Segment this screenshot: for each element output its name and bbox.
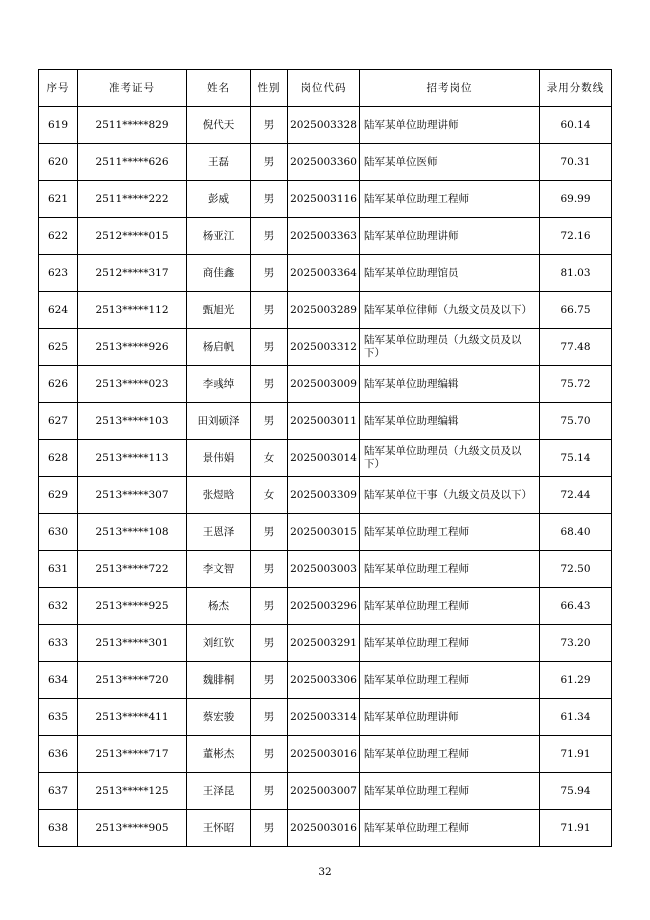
cell-col-gender: 男 bbox=[251, 181, 288, 218]
cell-col-name: 张煜晗 bbox=[187, 477, 251, 514]
cell-col-post: 陆军某单位助理员（九级文员及以下） bbox=[360, 440, 540, 477]
cell-col-seq: 637 bbox=[39, 773, 78, 810]
cell-col-exam-id: 2513*****023 bbox=[78, 366, 187, 403]
cell-col-post: 陆军某单位助理工程师 bbox=[360, 662, 540, 699]
cell-col-post-code: 2025003306 bbox=[288, 662, 360, 699]
cell-col-gender: 女 bbox=[251, 440, 288, 477]
cell-col-seq: 635 bbox=[39, 699, 78, 736]
cell-col-score: 77.48 bbox=[540, 329, 612, 366]
cell-col-gender: 男 bbox=[251, 255, 288, 292]
header-col-post: 招考岗位 bbox=[360, 70, 540, 107]
cell-col-post: 陆军某单位助理工程师 bbox=[360, 514, 540, 551]
table-row bbox=[39, 144, 612, 181]
cell-col-seq: 638 bbox=[39, 810, 78, 847]
cell-col-exam-id: 2513*****103 bbox=[78, 403, 187, 440]
cell-col-name: 刘红钦 bbox=[187, 625, 251, 662]
cell-col-post: 陆军某单位医师 bbox=[360, 144, 540, 181]
cell-col-score: 60.14 bbox=[540, 107, 612, 144]
cell-col-score: 66.75 bbox=[540, 292, 612, 329]
cell-col-exam-id: 2511*****626 bbox=[78, 144, 187, 181]
cell-col-name: 田刘硕泽 bbox=[187, 403, 251, 440]
cell-col-score: 70.31 bbox=[540, 144, 612, 181]
cell-col-gender: 男 bbox=[251, 329, 288, 366]
table-row bbox=[39, 699, 612, 736]
table-row bbox=[39, 255, 612, 292]
cell-col-exam-id: 2513*****722 bbox=[78, 551, 187, 588]
cell-col-score: 69.99 bbox=[540, 181, 612, 218]
cell-col-seq: 632 bbox=[39, 588, 78, 625]
cell-col-gender: 男 bbox=[251, 403, 288, 440]
cell-col-post: 陆军某单位助理讲师 bbox=[360, 699, 540, 736]
table-row bbox=[39, 736, 612, 773]
header-col-name: 姓名 bbox=[187, 70, 251, 107]
cell-col-gender: 男 bbox=[251, 218, 288, 255]
cell-col-post-code: 2025003016 bbox=[288, 736, 360, 773]
cell-col-post-code: 2025003009 bbox=[288, 366, 360, 403]
cell-col-score: 75.14 bbox=[540, 440, 612, 477]
table-row bbox=[39, 107, 612, 144]
cell-col-exam-id: 2513*****926 bbox=[78, 329, 187, 366]
cell-col-post: 陆军某单位助理工程师 bbox=[360, 773, 540, 810]
cell-col-name: 彭威 bbox=[187, 181, 251, 218]
cell-col-score: 75.72 bbox=[540, 366, 612, 403]
cell-col-score: 81.03 bbox=[540, 255, 612, 292]
cell-col-name: 倪代天 bbox=[187, 107, 251, 144]
cell-col-score: 72.50 bbox=[540, 551, 612, 588]
cell-col-post-code: 2025003314 bbox=[288, 699, 360, 736]
cell-col-score: 61.29 bbox=[540, 662, 612, 699]
cell-col-name: 魏腓桐 bbox=[187, 662, 251, 699]
cell-col-exam-id: 2513*****108 bbox=[78, 514, 187, 551]
cell-col-seq: 620 bbox=[39, 144, 78, 181]
cell-col-score: 71.91 bbox=[540, 810, 612, 847]
cell-col-post-code: 2025003328 bbox=[288, 107, 360, 144]
table-row bbox=[39, 773, 612, 810]
cell-col-post-code: 2025003296 bbox=[288, 588, 360, 625]
cell-col-seq: 627 bbox=[39, 403, 78, 440]
cell-col-name: 杨启帆 bbox=[187, 329, 251, 366]
cell-col-post: 陆军某单位助理编辑 bbox=[360, 366, 540, 403]
cell-col-post: 陆军某单位助理工程师 bbox=[360, 736, 540, 773]
cell-col-seq: 624 bbox=[39, 292, 78, 329]
cell-col-gender: 女 bbox=[251, 477, 288, 514]
cell-col-exam-id: 2513*****112 bbox=[78, 292, 187, 329]
cell-col-post: 陆军某单位助理编辑 bbox=[360, 403, 540, 440]
cell-col-seq: 629 bbox=[39, 477, 78, 514]
cell-col-seq: 621 bbox=[39, 181, 78, 218]
cell-col-name: 蔡宏骏 bbox=[187, 699, 251, 736]
cell-col-gender: 男 bbox=[251, 736, 288, 773]
cell-col-score: 72.44 bbox=[540, 477, 612, 514]
cell-col-seq: 630 bbox=[39, 514, 78, 551]
cell-col-name: 景伟娟 bbox=[187, 440, 251, 477]
cell-col-name: 商佳鑫 bbox=[187, 255, 251, 292]
cell-col-gender: 男 bbox=[251, 773, 288, 810]
table-row bbox=[39, 514, 612, 551]
cell-col-gender: 男 bbox=[251, 292, 288, 329]
cell-col-post-code: 2025003363 bbox=[288, 218, 360, 255]
cell-col-exam-id: 2513*****905 bbox=[78, 810, 187, 847]
cell-col-post: 陆军某单位律师（九级文员及以下） bbox=[360, 292, 540, 329]
cell-col-seq: 625 bbox=[39, 329, 78, 366]
cell-col-post-code: 2025003360 bbox=[288, 144, 360, 181]
cell-col-seq: 636 bbox=[39, 736, 78, 773]
cell-col-name: 杨杰 bbox=[187, 588, 251, 625]
cell-col-exam-id: 2513*****925 bbox=[78, 588, 187, 625]
header-col-seq: 序号 bbox=[39, 70, 78, 107]
cell-col-seq: 619 bbox=[39, 107, 78, 144]
cell-col-score: 72.16 bbox=[540, 218, 612, 255]
table-header bbox=[39, 70, 612, 107]
cell-col-gender: 男 bbox=[251, 662, 288, 699]
cell-col-score: 61.34 bbox=[540, 699, 612, 736]
cell-col-seq: 628 bbox=[39, 440, 78, 477]
cell-col-score: 75.94 bbox=[540, 773, 612, 810]
cell-col-seq: 631 bbox=[39, 551, 78, 588]
cell-col-score: 68.40 bbox=[540, 514, 612, 551]
cell-col-post-code: 2025003116 bbox=[288, 181, 360, 218]
cell-col-post: 陆军某单位干事（九级文员及以下） bbox=[360, 477, 540, 514]
cell-col-score: 75.70 bbox=[540, 403, 612, 440]
cell-col-name: 董彬杰 bbox=[187, 736, 251, 773]
cell-col-post: 陆军某单位助理工程师 bbox=[360, 810, 540, 847]
cell-col-gender: 男 bbox=[251, 699, 288, 736]
table-row bbox=[39, 218, 612, 255]
cell-col-name: 王恩泽 bbox=[187, 514, 251, 551]
cell-col-gender: 男 bbox=[251, 107, 288, 144]
cell-col-seq: 634 bbox=[39, 662, 78, 699]
table-row bbox=[39, 292, 612, 329]
table-row bbox=[39, 440, 612, 477]
cell-col-seq: 633 bbox=[39, 625, 78, 662]
cell-col-post-code: 2025003014 bbox=[288, 440, 360, 477]
cell-col-seq: 623 bbox=[39, 255, 78, 292]
table-row bbox=[39, 625, 612, 662]
cell-col-name: 李文智 bbox=[187, 551, 251, 588]
cell-col-name: 王磊 bbox=[187, 144, 251, 181]
cell-col-exam-id: 2513*****717 bbox=[78, 736, 187, 773]
cell-col-name: 杨亚江 bbox=[187, 218, 251, 255]
cell-col-name: 李彧绰 bbox=[187, 366, 251, 403]
cell-col-gender: 男 bbox=[251, 514, 288, 551]
cell-col-post: 陆军某单位助理工程师 bbox=[360, 181, 540, 218]
cell-col-score: 73.20 bbox=[540, 625, 612, 662]
cell-col-post-code: 2025003289 bbox=[288, 292, 360, 329]
cell-col-gender: 男 bbox=[251, 551, 288, 588]
cell-col-post-code: 2025003364 bbox=[288, 255, 360, 292]
table-row bbox=[39, 477, 612, 514]
cell-col-exam-id: 2513*****125 bbox=[78, 773, 187, 810]
cell-col-seq: 622 bbox=[39, 218, 78, 255]
table-row bbox=[39, 551, 612, 588]
cell-col-exam-id: 2513*****113 bbox=[78, 440, 187, 477]
header-col-score: 录用分数线 bbox=[540, 70, 612, 107]
cell-col-exam-id: 2512*****317 bbox=[78, 255, 187, 292]
cell-col-exam-id: 2512*****015 bbox=[78, 218, 187, 255]
table-row bbox=[39, 329, 612, 366]
cell-col-post: 陆军某单位助理工程师 bbox=[360, 625, 540, 662]
cell-col-post: 陆军某单位助理工程师 bbox=[360, 588, 540, 625]
cell-col-exam-id: 2513*****720 bbox=[78, 662, 187, 699]
cell-col-post-code: 2025003312 bbox=[288, 329, 360, 366]
table-row bbox=[39, 588, 612, 625]
cell-col-post-code: 2025003291 bbox=[288, 625, 360, 662]
cell-col-post: 陆军某单位助理工程师 bbox=[360, 551, 540, 588]
cell-col-name: 王泽昆 bbox=[187, 773, 251, 810]
results-table bbox=[38, 69, 612, 847]
page-number: 32 bbox=[318, 866, 332, 878]
cell-col-gender: 男 bbox=[251, 625, 288, 662]
cell-col-post-code: 2025003007 bbox=[288, 773, 360, 810]
cell-col-post-code: 2025003003 bbox=[288, 551, 360, 588]
cell-col-score: 71.91 bbox=[540, 736, 612, 773]
table-body bbox=[39, 107, 612, 847]
cell-col-gender: 男 bbox=[251, 810, 288, 847]
cell-col-exam-id: 2513*****307 bbox=[78, 477, 187, 514]
cell-col-name: 王怀昭 bbox=[187, 810, 251, 847]
cell-col-name: 甄旭光 bbox=[187, 292, 251, 329]
header-col-exam-id: 准考证号 bbox=[78, 70, 187, 107]
table-row bbox=[39, 181, 612, 218]
cell-col-post: 陆军某单位助理讲师 bbox=[360, 218, 540, 255]
cell-col-post-code: 2025003309 bbox=[288, 477, 360, 514]
table-row bbox=[39, 366, 612, 403]
cell-col-score: 66.43 bbox=[540, 588, 612, 625]
cell-col-gender: 男 bbox=[251, 588, 288, 625]
cell-col-post: 陆军某单位助理讲师 bbox=[360, 107, 540, 144]
header-row bbox=[39, 70, 612, 107]
cell-col-gender: 男 bbox=[251, 366, 288, 403]
table-row bbox=[39, 810, 612, 847]
header-col-post-code: 岗位代码 bbox=[288, 70, 360, 107]
cell-col-post-code: 2025003015 bbox=[288, 514, 360, 551]
header-col-gender: 性别 bbox=[251, 70, 288, 107]
cell-col-post: 陆军某单位助理馆员 bbox=[360, 255, 540, 292]
cell-col-post-code: 2025003016 bbox=[288, 810, 360, 847]
cell-col-post: 陆军某单位助理员（九级文员及以下） bbox=[360, 329, 540, 366]
cell-col-exam-id: 2511*****829 bbox=[78, 107, 187, 144]
table-row bbox=[39, 662, 612, 699]
cell-col-exam-id: 2513*****301 bbox=[78, 625, 187, 662]
table-row bbox=[39, 403, 612, 440]
cell-col-exam-id: 2513*****411 bbox=[78, 699, 187, 736]
cell-col-seq: 626 bbox=[39, 366, 78, 403]
cell-col-post-code: 2025003011 bbox=[288, 403, 360, 440]
cell-col-gender: 男 bbox=[251, 144, 288, 181]
cell-col-exam-id: 2511*****222 bbox=[78, 181, 187, 218]
